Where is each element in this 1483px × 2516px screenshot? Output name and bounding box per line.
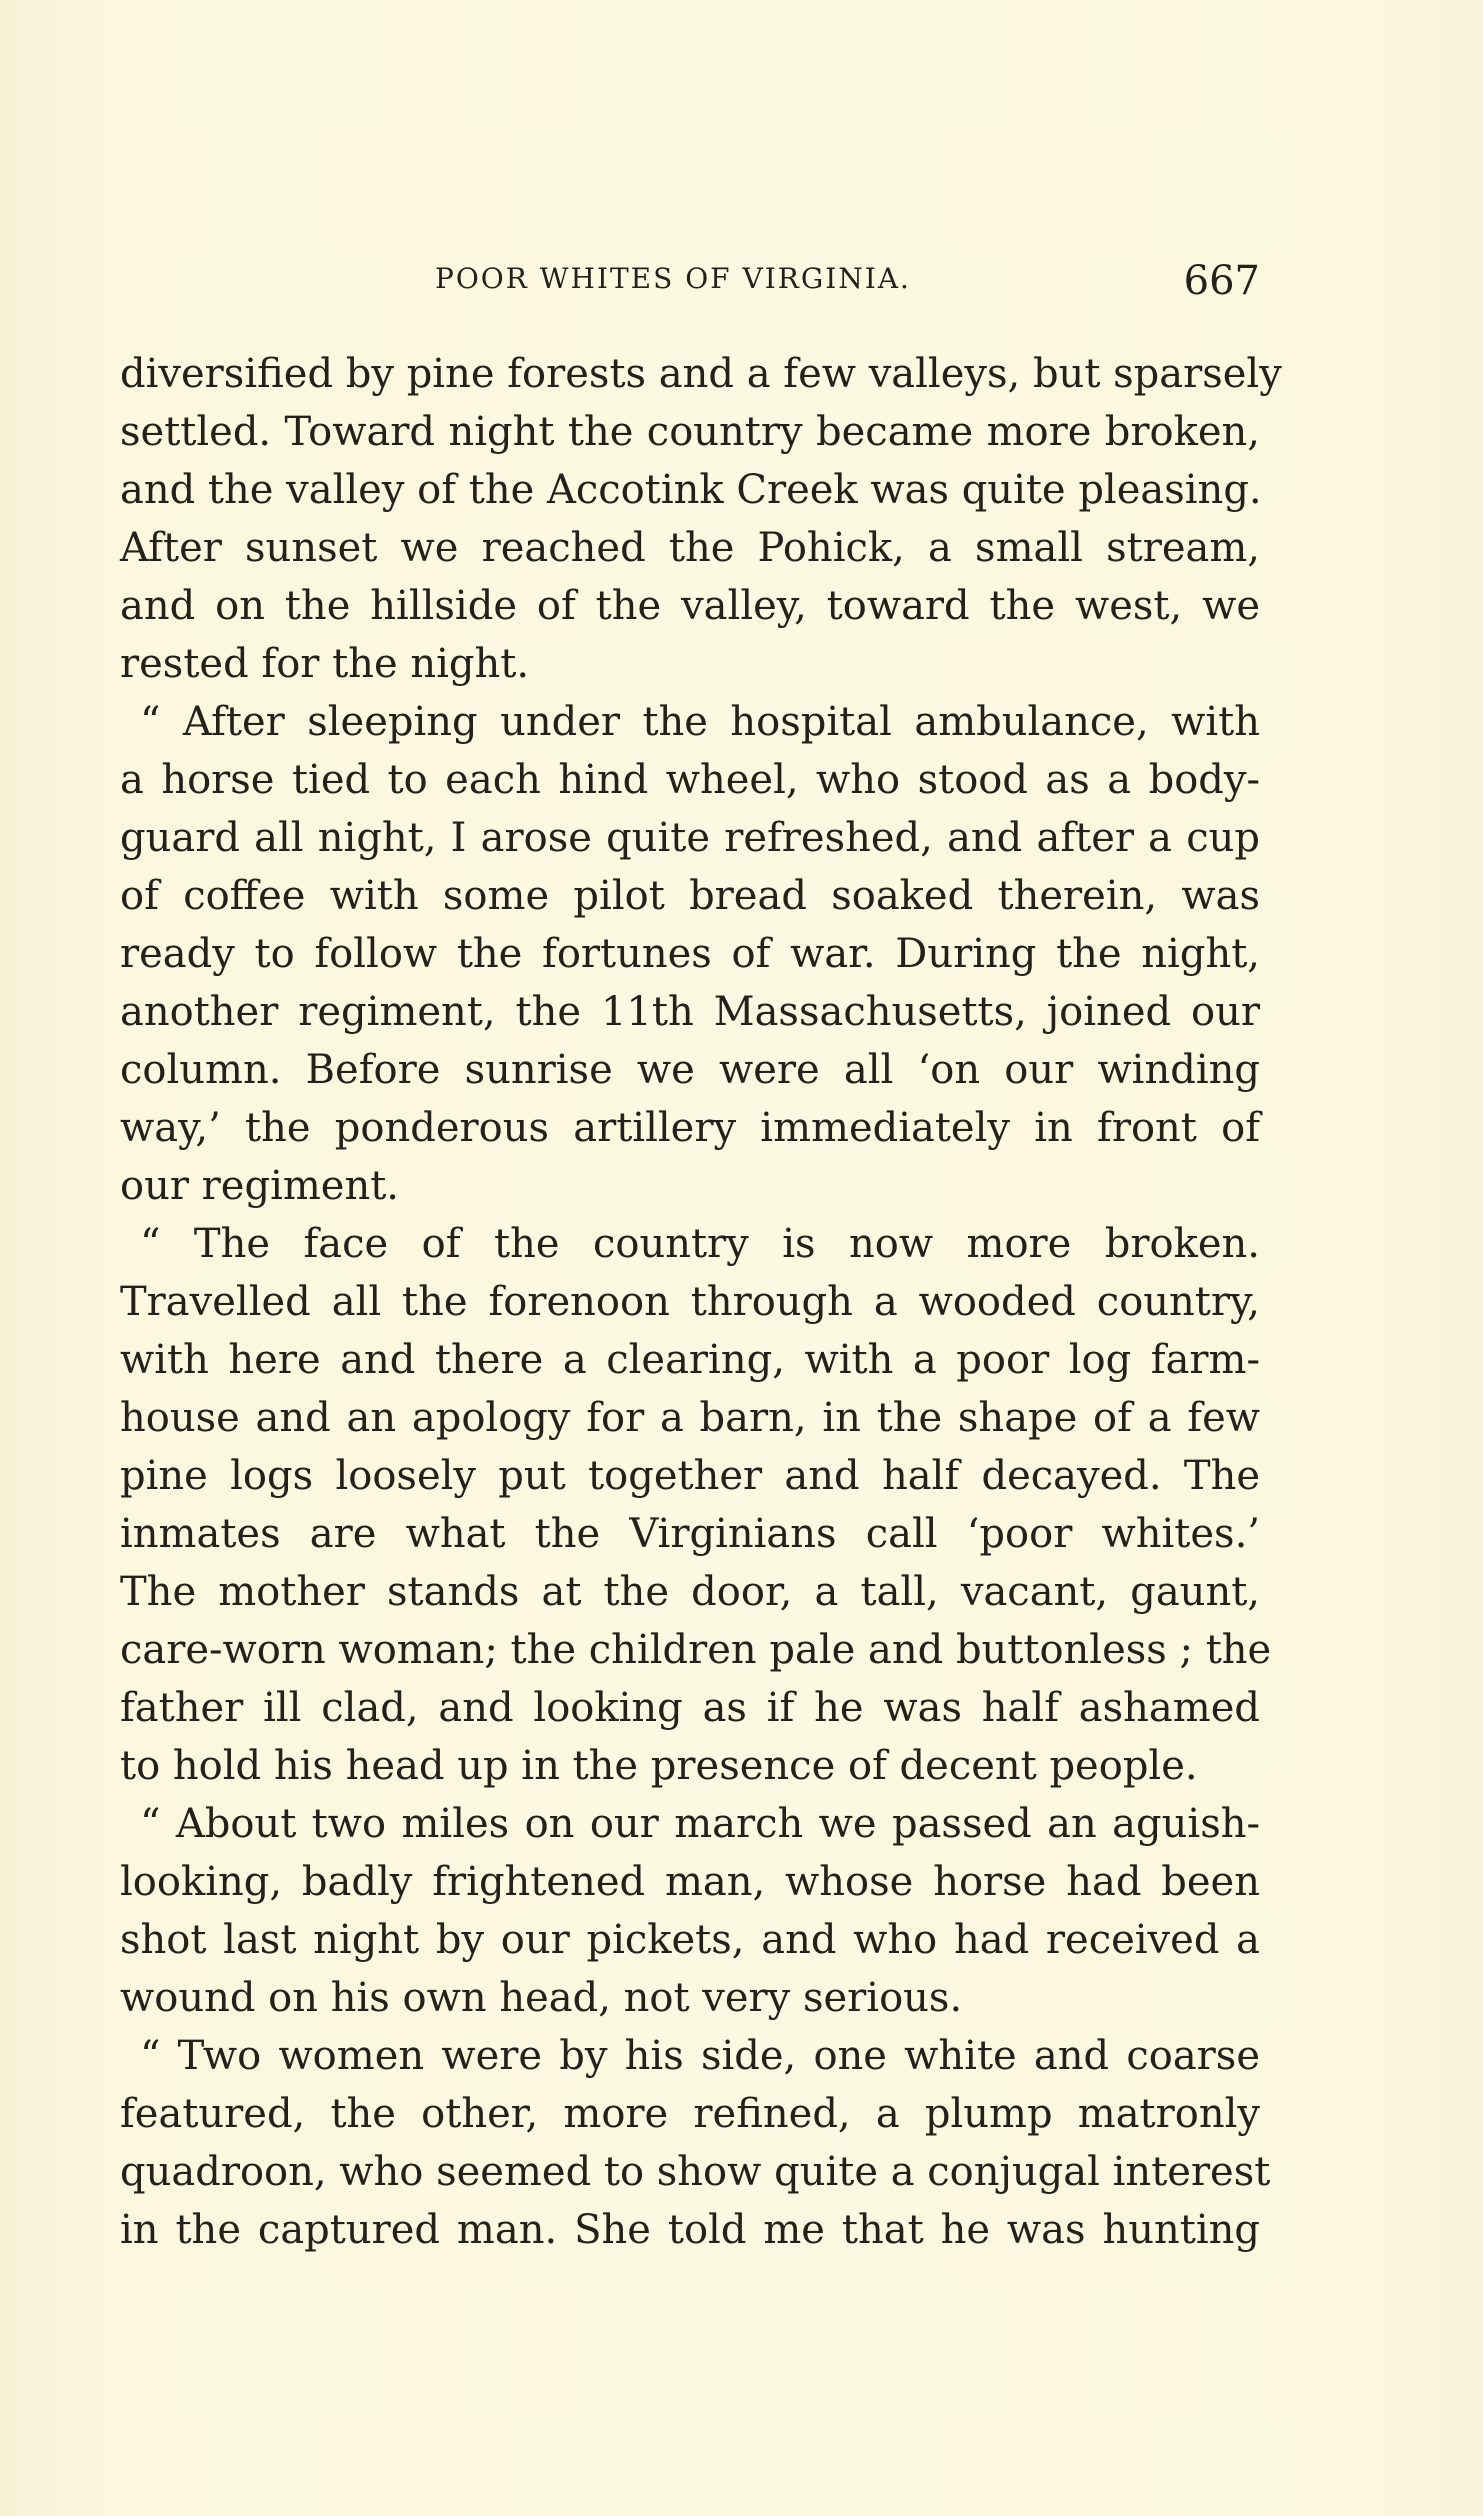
text-line: “ After sleeping under the hospital ambulance, with: [140, 699, 1260, 745]
text-line: guard all night, I arose quite refreshed, and after a cup: [120, 815, 1260, 861]
text-line: “ Two women were by his side, one white and coarse: [140, 2033, 1260, 2079]
text-line: After sunset we reached the Pohick, a small stream,: [120, 525, 1260, 571]
text-line: way,’ the ponderous artillery immediately in front of: [120, 1105, 1260, 1151]
text-line: “ About two miles on our march we passed an aguish-: [140, 1801, 1260, 1847]
text-line: father ill clad, and looking as if he was half ashamed: [120, 1685, 1260, 1731]
text-line: featured, the other, more refined, a plump matronly: [120, 2091, 1260, 2137]
text-line: quadroon, who seemed to show quite a conjugal interest: [120, 2149, 1271, 2195]
text-line: our regiment.: [120, 1163, 400, 1209]
text-line: settled. Toward night the country became more broken,: [120, 409, 1260, 455]
text-line: The mother stands at the door, a tall, vacant, gaunt,: [120, 1569, 1260, 1615]
text-line: another regiment, the 11th Massachusetts, joined our: [120, 989, 1260, 1035]
text-line: pine logs loosely put together and half decayed. The: [120, 1453, 1260, 1499]
text-line: looking, badly frightened man, whose horse had been: [120, 1859, 1260, 1905]
text-line: of coffee with some pilot bread soaked therein, was: [120, 873, 1260, 919]
text-line: ready to follow the fortunes of war. During the night,: [120, 931, 1260, 977]
text-line: and the valley of the Accotink Creek was quite pleasing.: [120, 467, 1262, 513]
text-line: column. Before sunrise we were all ‘on our winding: [120, 1047, 1260, 1093]
text-line: Travelled all the forenoon through a wooded country,: [120, 1279, 1260, 1325]
text-line: rested for the night.: [120, 641, 530, 687]
page-number: 667: [1183, 258, 1260, 304]
running-head: [120, 258, 1260, 304]
text-line: inmates are what the Virginians call ‘poor whites.’: [120, 1511, 1260, 1557]
text-line: in the captured man. She told me that he was hunting: [120, 2207, 1260, 2253]
text-line: shot last night by our pickets, and who had received a: [120, 1917, 1260, 1963]
text-line: “ The face of the country is now more broken.: [140, 1221, 1260, 1267]
text-line: house and an apology for a barn, in the shape of a few: [120, 1395, 1260, 1441]
text-line: with here and there a clearing, with a poor log farm-: [120, 1337, 1260, 1383]
text-line: wound on his own head, not very serious.: [120, 1975, 963, 2021]
text-line: care-worn woman; the children pale and buttonless ; the: [120, 1627, 1272, 1673]
text-line: a horse tied to each hind wheel, who stood as a body-: [120, 757, 1260, 803]
text-line: to hold his head up in the presence of decent people.: [120, 1743, 1198, 1789]
text-line: and on the hillside of the valley, toward the west, we: [120, 583, 1260, 629]
running-title: POOR WHITES OF VIRGINIA.: [435, 262, 911, 295]
body-text: [120, 345, 1282, 2259]
text-line: diversified by pine forests and a few valleys, but sparsely: [120, 351, 1282, 397]
